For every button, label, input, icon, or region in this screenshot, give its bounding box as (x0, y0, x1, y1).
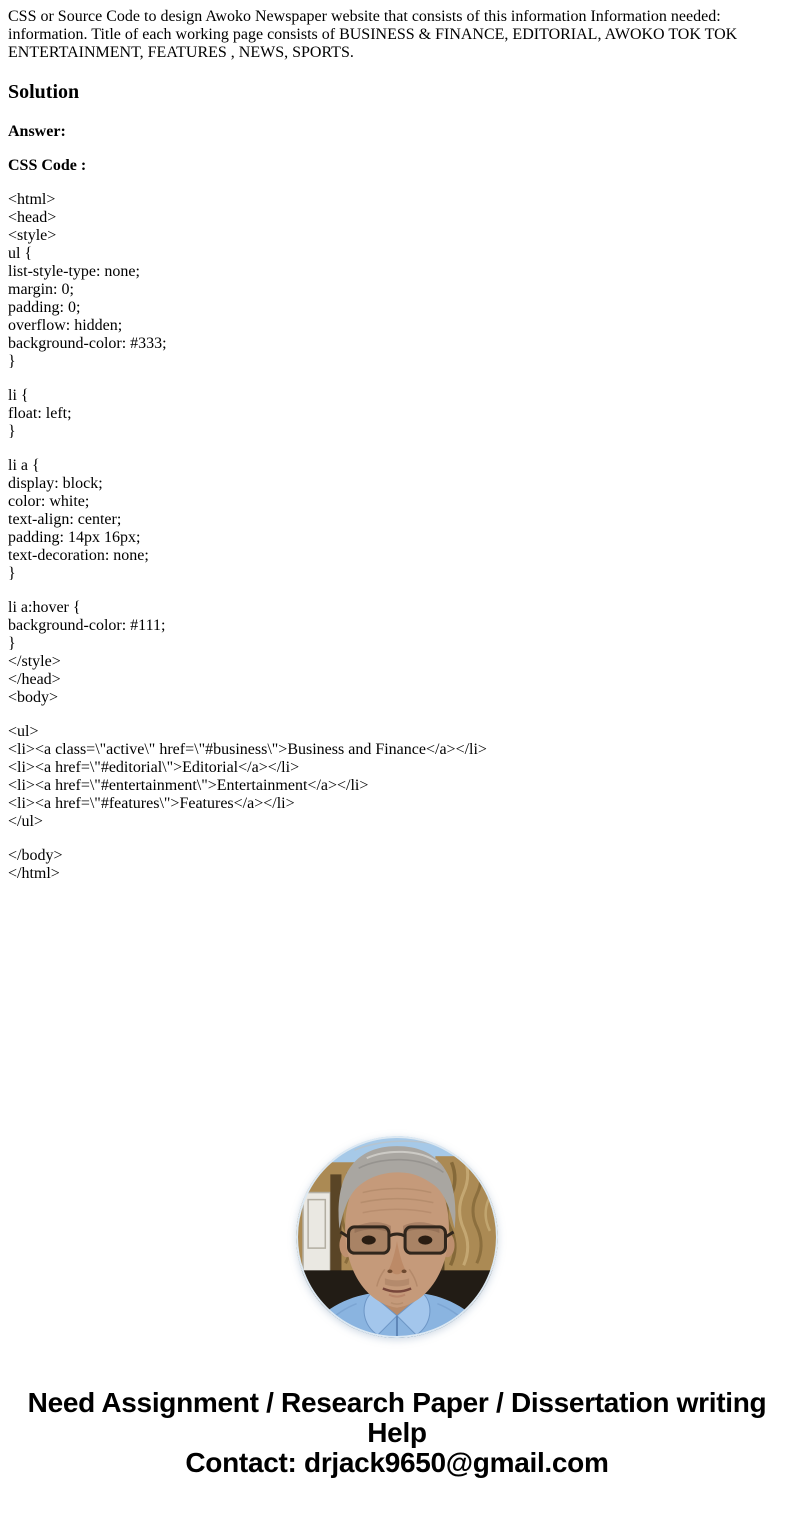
code-line: padding: 14px 16px; (8, 529, 141, 546)
code-line: <ul> (8, 723, 39, 740)
code-line: li a { (8, 457, 40, 474)
code-line: margin: 0; (8, 281, 74, 298)
code-line: background-color: #333; (8, 335, 167, 352)
code-line: <li><a href=\"#features\">Features</a></li> (8, 795, 295, 812)
code-line: </html> (8, 865, 60, 882)
code-paragraph (8, 457, 786, 583)
code-line: float: left; (8, 405, 72, 422)
profile-photo-illustration (296, 1136, 498, 1338)
profile-photo (296, 1136, 498, 1338)
code-line: } (8, 423, 16, 440)
code-line: } (8, 353, 16, 370)
code-line: padding: 0; (8, 299, 81, 316)
code-line: overflow: hidden; (8, 317, 123, 334)
code-line: } (8, 635, 16, 652)
code-line: text-decoration: none; (8, 547, 149, 564)
code-line: text-align: center; (8, 511, 122, 528)
code-line: li a:hover { (8, 599, 81, 616)
code-paragraph (8, 387, 786, 441)
code-line: list-style-type: none; (8, 263, 140, 280)
footer (12, 1388, 782, 1478)
code-line: <style> (8, 227, 57, 244)
code-line: <body> (8, 689, 59, 706)
code-line: <li><a class=\"active\" href=\"#business\">Business and Finance</a></li> (8, 741, 487, 758)
code-paragraph (8, 191, 786, 371)
code-line: </body> (8, 847, 63, 864)
code-paragraph (8, 847, 786, 883)
code-line: </style> (8, 653, 61, 670)
code-line: background-color: #111; (8, 617, 166, 634)
code-section (8, 191, 786, 883)
photo-container (8, 1136, 786, 1338)
solution-heading: Solution (8, 81, 80, 103)
footer-help-text: Need Assignment / Research Paper / Dissertation writing Help (27, 1387, 767, 1448)
code-line: <li><a href=\"#editorial\">Editorial</a></li> (8, 759, 300, 776)
code-paragraph (8, 599, 786, 707)
code-line: <li><a href=\"#entertainment\">Entertainment</a></li> (8, 777, 369, 794)
code-line: } (8, 565, 16, 582)
intro-paragraph: CSS or Source Code to design Awoko Newspaper website that consists of this information Information needed: information. Title of each working page consists of BUSINESS & FINANCE, EDITORIAL, AWOKO TOK TOK ENTERTAINMENT, FEATURES , NEWS, SPORTS. (8, 8, 738, 61)
code-line: li { (8, 387, 29, 404)
code-line: </ul> (8, 813, 43, 830)
code-line: color: white; (8, 493, 90, 510)
code-line: display: block; (8, 475, 103, 492)
code-line: </head> (8, 671, 61, 688)
code-line: <html> (8, 191, 56, 208)
code-paragraph (8, 723, 786, 831)
answer-label: Answer: (8, 123, 66, 140)
footer-contact-email: Contact: drjack9650@gmail.com (185, 1447, 609, 1478)
code-line: <head> (8, 209, 57, 226)
code-line: ul { (8, 245, 33, 262)
css-code-label: CSS Code : (8, 157, 87, 174)
